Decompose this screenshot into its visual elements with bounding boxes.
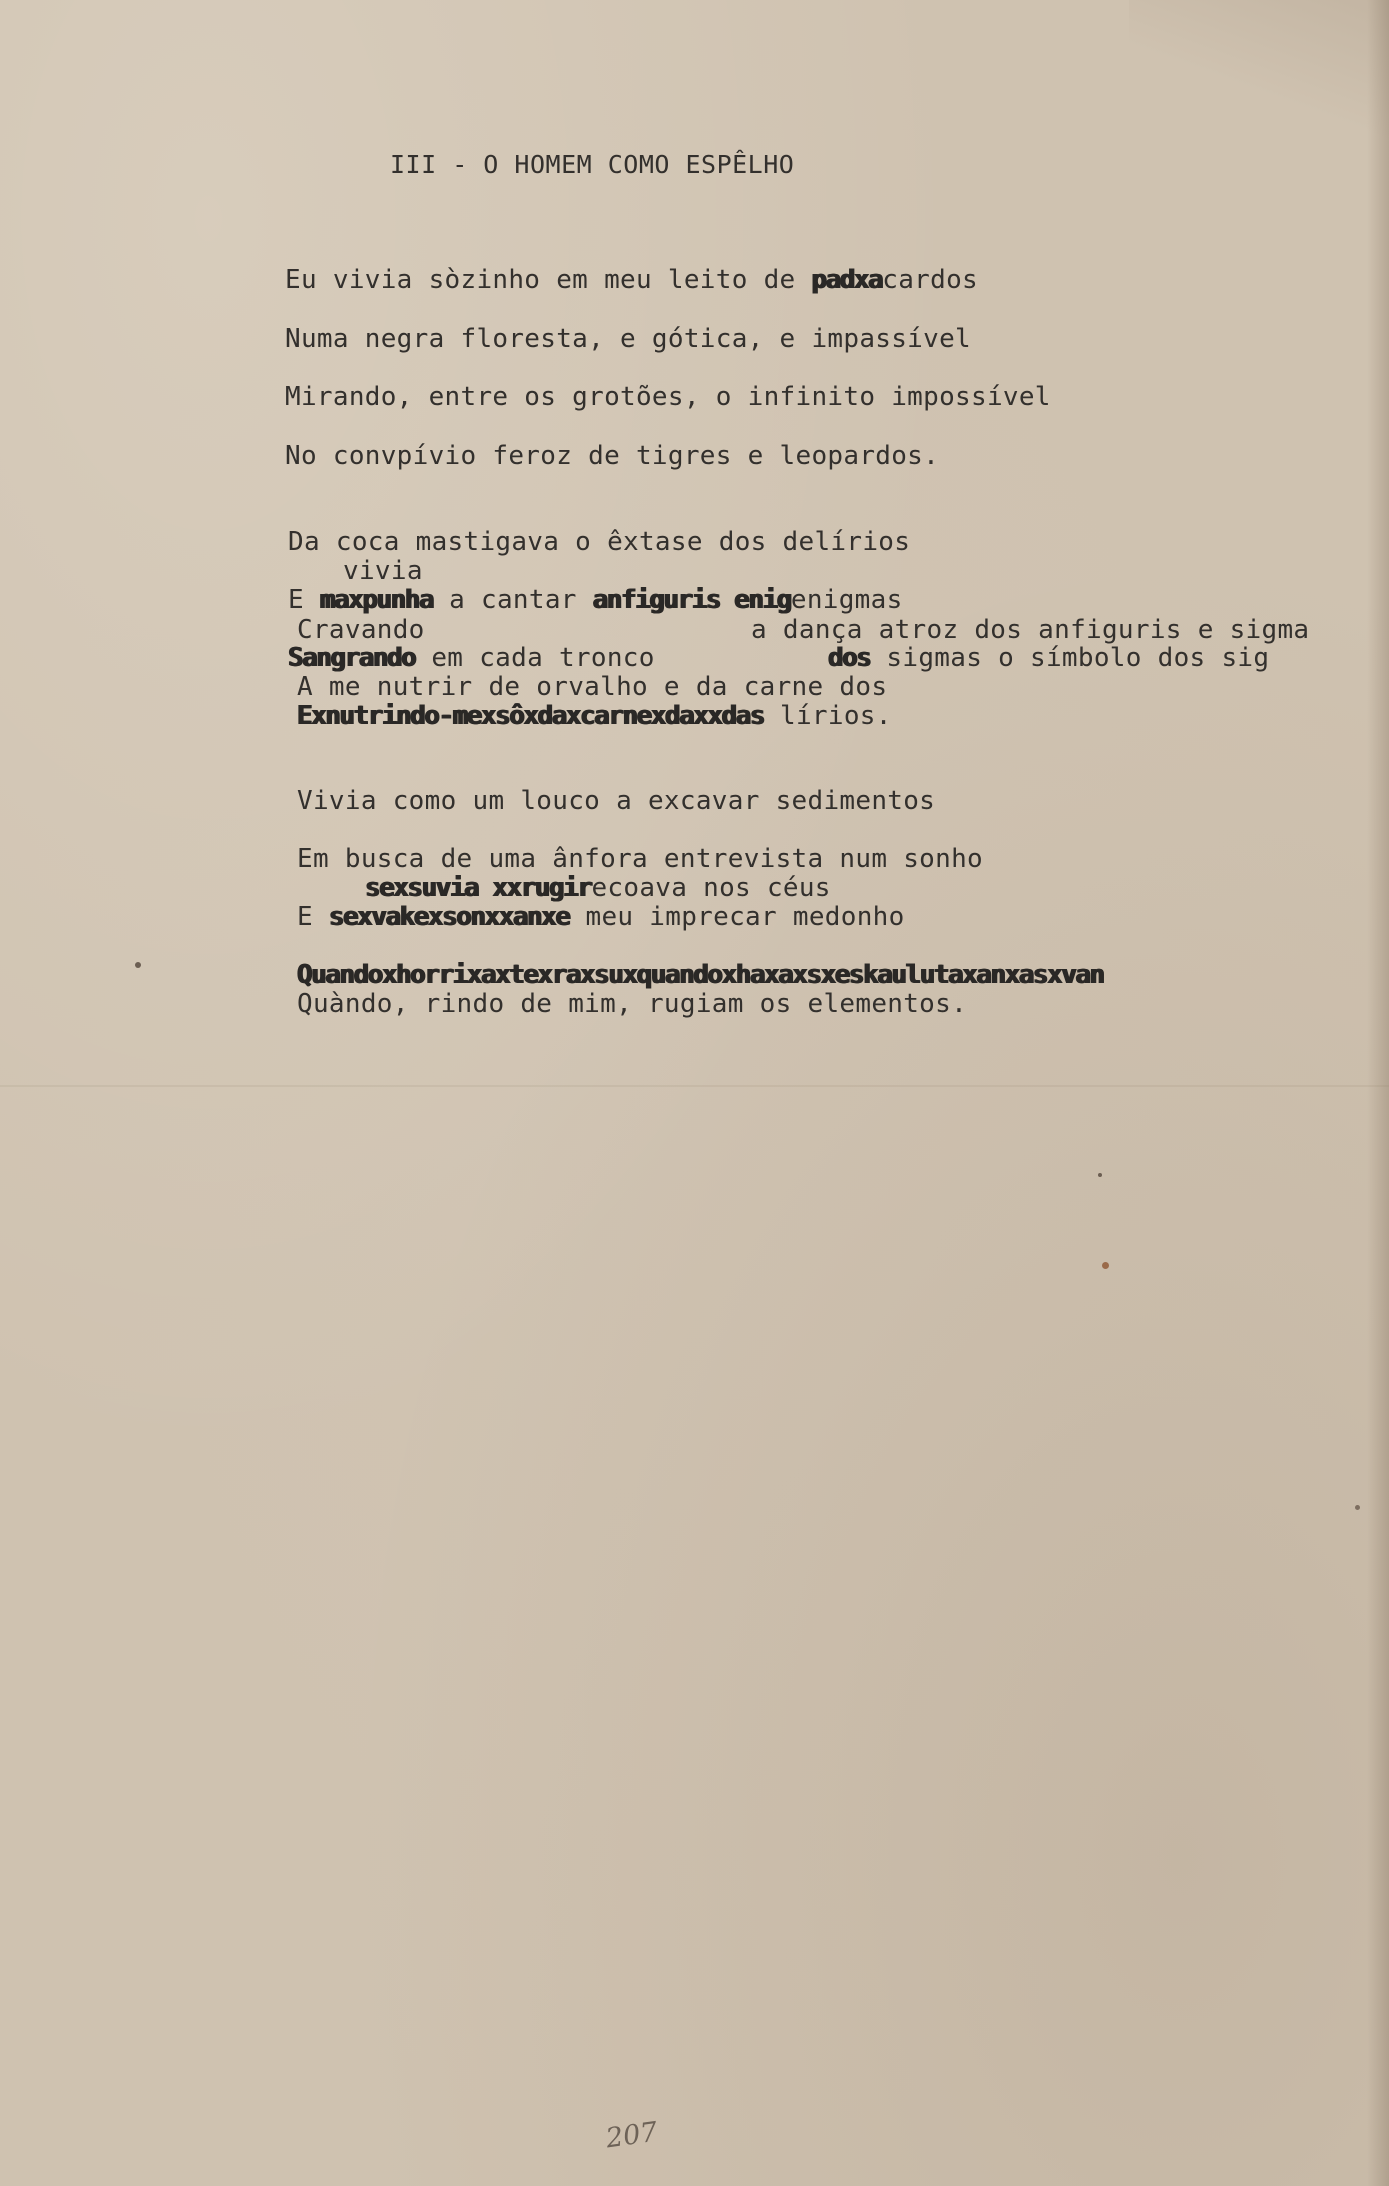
- paper-stain: [1098, 1173, 1102, 1177]
- stanza2-line2: [288, 585, 903, 615]
- struck-text: dos: [828, 643, 871, 673]
- stanza3-line1: Vivia como um louco a excavar sedimentos: [297, 786, 936, 816]
- paper-stain: [135, 962, 141, 968]
- typed-text: meu imprecar medonho: [569, 902, 905, 932]
- struck-text: padxa: [811, 265, 883, 295]
- typed-text: enigmas: [790, 585, 903, 615]
- paper-corner-fold: [1129, 0, 1389, 140]
- struck-text: anfiguris enig: [592, 585, 791, 615]
- typed-text: E: [288, 585, 320, 615]
- struck-text: Exnutrindo-mexsôxdaxcarnexdaxxdas: [297, 701, 765, 731]
- paper-stain: [1102, 1262, 1109, 1269]
- struck-text: Quandoxhorrixaxtexraxsuxquandoxhaxaxsxeskaulutaxanxasxvan: [297, 960, 1104, 990]
- poem-title: III - O HOMEM COMO ESPÊLHO: [390, 150, 795, 179]
- stanza1-line3: Mirando, entre os grotões, o infinito impossível: [285, 382, 1051, 412]
- stanza2-line1: Da coca mastigava o êxtase dos delírios: [288, 527, 911, 557]
- stanza3-insert: [365, 873, 831, 903]
- stanza2-line4-right: [828, 643, 1269, 673]
- struck-text: maxpunha: [319, 585, 434, 615]
- typed-text: E: [297, 902, 329, 932]
- stanza3-line4-struck: [297, 960, 1104, 990]
- struck-text: sexvakexsonxxanxe: [328, 902, 570, 932]
- paper-edge-shadow: [1367, 0, 1389, 2186]
- typed-text: sigmas o símbolo dos sig: [870, 643, 1270, 673]
- stanza1-line2: Numa negra floresta, e gótica, e impassível: [285, 324, 971, 354]
- stanza2-line5: A me nutrir de orvalho e da carne dos: [297, 672, 888, 702]
- stanza3-line5: Quàndo, rindo de mim, rugiam os elementos.: [297, 989, 968, 1019]
- typed-text: cardos: [882, 265, 978, 295]
- struck-text: sexsuvia xxrugir: [365, 873, 592, 903]
- stanza3-line2: Em busca de uma ânfora entrevista num sonho: [297, 844, 983, 874]
- stanza2-line6: [297, 701, 892, 731]
- typed-text: ecoava nos céus: [591, 873, 831, 903]
- stanza1-line4: No convpívio feroz de tigres e leopardos.: [285, 441, 940, 471]
- paper-stain: [1355, 1505, 1360, 1510]
- stanza2-cravando: Cravando: [297, 615, 425, 645]
- paper-fold-line: [0, 1085, 1389, 1087]
- stanza3-line3: [297, 902, 905, 932]
- typed-text: Eu vivia sòzinho em meu leito de: [285, 265, 812, 295]
- struck-text: Sangrando: [288, 643, 416, 673]
- stanza2-insert-vivia: vivia: [343, 556, 423, 586]
- handwritten-page-number: 207: [604, 2116, 660, 2155]
- typed-text: a cantar: [433, 585, 593, 615]
- stanza2-line4: [288, 643, 655, 673]
- stanza1-line1: [285, 265, 978, 295]
- typed-text: lírios.: [764, 701, 892, 731]
- stanza2-line3-right: a dança atroz dos anfiguris e sigma: [751, 615, 1310, 645]
- typed-text: em cada tronco: [415, 643, 655, 673]
